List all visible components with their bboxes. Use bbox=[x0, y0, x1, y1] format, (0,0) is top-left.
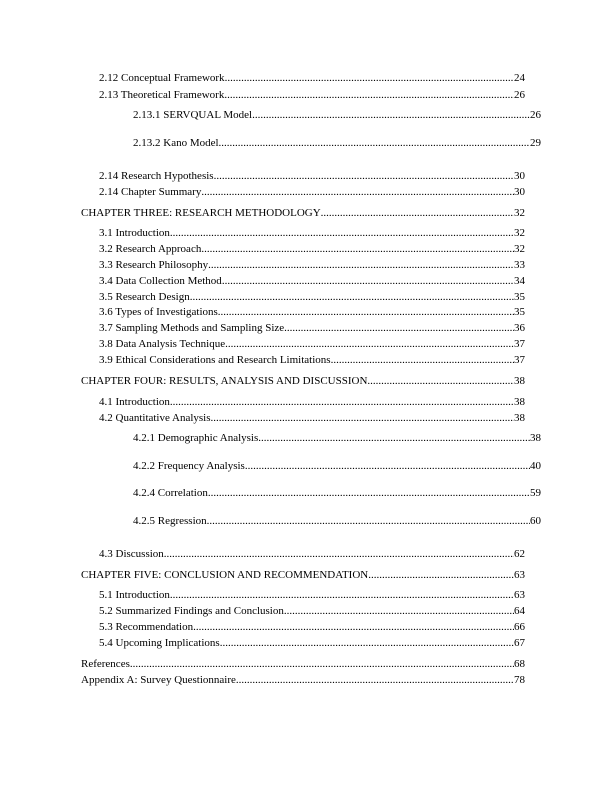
toc-entry[interactable] bbox=[133, 515, 541, 528]
toc-entry-title: 5.1 Introduction bbox=[99, 589, 170, 601]
toc-entry-page: 38 bbox=[514, 396, 525, 408]
toc-entry[interactable] bbox=[99, 322, 525, 335]
toc-entry-page: 38 bbox=[514, 412, 525, 424]
toc-entry[interactable] bbox=[99, 637, 525, 650]
toc-entry-title: 2.13 Theoretical Framework bbox=[99, 89, 225, 101]
toc-leader-dots bbox=[321, 207, 514, 220]
toc-entry-page: 40 bbox=[530, 460, 541, 472]
toc-entry-title: 3.5 Research Design bbox=[99, 291, 190, 303]
toc-entry-title: 3.9 Ethical Considerations and Research Limitations bbox=[99, 354, 331, 366]
toc-leader-dots bbox=[225, 72, 514, 85]
toc-entry-page: 37 bbox=[514, 338, 525, 350]
toc-entry[interactable] bbox=[99, 354, 525, 367]
toc-entry-page: 30 bbox=[514, 170, 525, 182]
toc-entry-page: 64 bbox=[514, 605, 525, 617]
toc-leader-dots bbox=[219, 137, 530, 150]
toc-leader-dots bbox=[201, 243, 514, 256]
toc-entry[interactable] bbox=[99, 306, 525, 319]
toc-leader-dots bbox=[245, 460, 530, 473]
toc-entry-page: 29 bbox=[530, 137, 541, 149]
toc-entry-title: 3.1 Introduction bbox=[99, 227, 170, 239]
toc-leader-dots bbox=[208, 259, 514, 272]
toc-leader-dots bbox=[367, 375, 514, 388]
toc-entry-page: 36 bbox=[514, 322, 525, 334]
toc-entry[interactable] bbox=[99, 72, 525, 85]
toc-chapter-entry[interactable] bbox=[81, 658, 525, 671]
toc-leader-dots bbox=[225, 338, 514, 351]
toc-entry[interactable] bbox=[99, 89, 525, 102]
toc-leader-dots bbox=[211, 412, 514, 425]
toc-entry-page: 26 bbox=[514, 89, 525, 101]
toc-entry[interactable] bbox=[133, 137, 541, 150]
toc-entry-title: 3.4 Data Collection Method bbox=[99, 275, 222, 287]
toc-entry-title: 4.1 Introduction bbox=[99, 396, 170, 408]
toc-leader-dots bbox=[224, 89, 514, 102]
toc-entry-title: 4.2.4 Correlation bbox=[133, 487, 208, 499]
toc-entry[interactable] bbox=[99, 275, 525, 288]
toc-leader-dots bbox=[284, 605, 514, 618]
toc-entry[interactable] bbox=[99, 589, 525, 602]
toc-entry-page: 30 bbox=[514, 186, 525, 198]
toc-leader-dots bbox=[170, 227, 514, 240]
toc-entry[interactable] bbox=[99, 396, 525, 409]
toc-entry[interactable] bbox=[99, 227, 525, 240]
toc-entry[interactable] bbox=[133, 460, 541, 473]
toc-entry[interactable] bbox=[99, 259, 525, 272]
toc-entry-page: 38 bbox=[514, 375, 525, 387]
toc-entry-page: 63 bbox=[514, 569, 525, 581]
toc-entry-page: 33 bbox=[514, 259, 525, 271]
toc-entry-page: 60 bbox=[530, 515, 541, 527]
toc-leader-dots bbox=[331, 354, 514, 367]
toc-entry-title: 5.3 Recommendation bbox=[99, 621, 194, 633]
toc-chapter-entry[interactable] bbox=[81, 674, 525, 687]
toc-entry-page: 32 bbox=[514, 227, 525, 239]
toc-leader-dots bbox=[368, 569, 514, 582]
toc-leader-dots bbox=[252, 109, 530, 122]
toc-entry[interactable] bbox=[99, 291, 525, 304]
toc-entry-page: 38 bbox=[530, 432, 541, 444]
toc-leader-dots bbox=[170, 396, 514, 409]
toc-entry[interactable] bbox=[99, 412, 525, 425]
toc-entry-title: 5.2 Summarized Findings and Conclusion bbox=[99, 605, 284, 617]
toc-entry-title: 4.2.1 Demographic Analysis bbox=[133, 432, 259, 444]
toc-entry-page: 34 bbox=[514, 275, 525, 287]
toc-entry-title: 2.12 Conceptual Framework bbox=[99, 72, 225, 84]
toc-entry-page: 32 bbox=[514, 243, 525, 255]
toc-leader-dots bbox=[130, 658, 514, 671]
toc-leader-dots bbox=[164, 548, 514, 561]
toc-entry-title: 2.13.2 Kano Model bbox=[133, 137, 219, 149]
toc-entry[interactable] bbox=[99, 186, 525, 199]
toc-entry-page: 66 bbox=[514, 621, 525, 633]
toc-entry-title: 2.13.1 SERVQUAL Model bbox=[133, 109, 253, 121]
toc-entry[interactable] bbox=[133, 109, 541, 122]
toc-entry-page: 24 bbox=[514, 72, 525, 84]
toc-chapter-entry[interactable] bbox=[81, 207, 525, 220]
toc-entry-title: 3.6 Types of Investigations bbox=[99, 306, 218, 318]
toc-entry[interactable] bbox=[99, 548, 525, 561]
toc-leader-dots bbox=[222, 275, 514, 288]
toc-entry[interactable] bbox=[133, 432, 541, 445]
toc-entry-title: 4.2.5 Regression bbox=[133, 515, 207, 527]
toc-entry-page: 26 bbox=[530, 109, 541, 121]
toc-leader-dots bbox=[170, 589, 514, 602]
toc-entry-title: 4.2.2 Frequency Analysis bbox=[133, 460, 245, 472]
toc-entry-page: 78 bbox=[514, 674, 525, 686]
toc-entry[interactable] bbox=[133, 487, 541, 500]
toc-entry-title: CHAPTER FIVE: CONCLUSION AND RECOMMENDATION bbox=[81, 569, 369, 581]
toc-entry-page: 35 bbox=[514, 291, 525, 303]
toc-entry-title: CHAPTER FOUR: RESULTS, ANALYSIS AND DISCUSSION bbox=[81, 375, 368, 387]
toc-leader-dots bbox=[220, 637, 514, 650]
toc-entry-page: 67 bbox=[514, 637, 525, 649]
toc-entry-title: 3.2 Research Approach bbox=[99, 243, 202, 255]
toc-leader-dots bbox=[214, 170, 514, 183]
toc-leader-dots bbox=[207, 515, 530, 528]
toc-entry-page: 32 bbox=[514, 207, 525, 219]
toc-entry-title: 5.4 Upcoming Implications bbox=[99, 637, 220, 649]
toc-entry-page: 37 bbox=[514, 354, 525, 366]
toc-entry-title: 3.8 Data Analysis Technique bbox=[99, 338, 226, 350]
toc-entry-page: 59 bbox=[530, 487, 541, 499]
toc-entry-title: 3.7 Sampling Methods and Sampling Size bbox=[99, 322, 285, 334]
toc-entry[interactable] bbox=[99, 621, 525, 634]
toc-leader-dots bbox=[208, 487, 530, 500]
toc-entry-title: 3.3 Research Philosophy bbox=[99, 259, 209, 271]
toc-entry-title: References bbox=[81, 658, 130, 670]
toc-entry[interactable] bbox=[99, 338, 525, 351]
toc-entry-page: 35 bbox=[514, 306, 525, 318]
toc-entry-title: CHAPTER THREE: RESEARCH METHODOLOGY bbox=[81, 207, 321, 219]
toc-chapter-entry[interactable] bbox=[81, 375, 525, 388]
toc-leader-dots bbox=[284, 322, 514, 335]
toc-entry-page: 63 bbox=[514, 589, 525, 601]
toc-chapter-entry[interactable] bbox=[81, 569, 525, 582]
toc-leader-dots bbox=[201, 186, 514, 199]
toc-leader-dots bbox=[258, 432, 530, 445]
toc-entry-title: 4.3 Discussion bbox=[99, 548, 164, 560]
toc-entry[interactable] bbox=[99, 243, 525, 256]
toc-entry-title: 4.2 Quantitative Analysis bbox=[99, 412, 211, 424]
toc-entry-page: 68 bbox=[514, 658, 525, 670]
toc-entry-title: Appendix A: Survey Questionnaire bbox=[81, 674, 236, 686]
toc-leader-dots bbox=[190, 291, 514, 304]
toc-entry-title: 2.14 Research Hypothesis bbox=[99, 170, 214, 182]
toc-entry-page: 62 bbox=[514, 548, 525, 560]
toc-leader-dots bbox=[218, 306, 514, 319]
toc-leader-dots bbox=[193, 621, 514, 634]
toc-entry[interactable] bbox=[99, 605, 525, 618]
toc-entry[interactable] bbox=[99, 170, 525, 183]
toc-leader-dots bbox=[236, 674, 514, 687]
toc-entry-title: 2.14 Chapter Summary bbox=[99, 186, 202, 198]
